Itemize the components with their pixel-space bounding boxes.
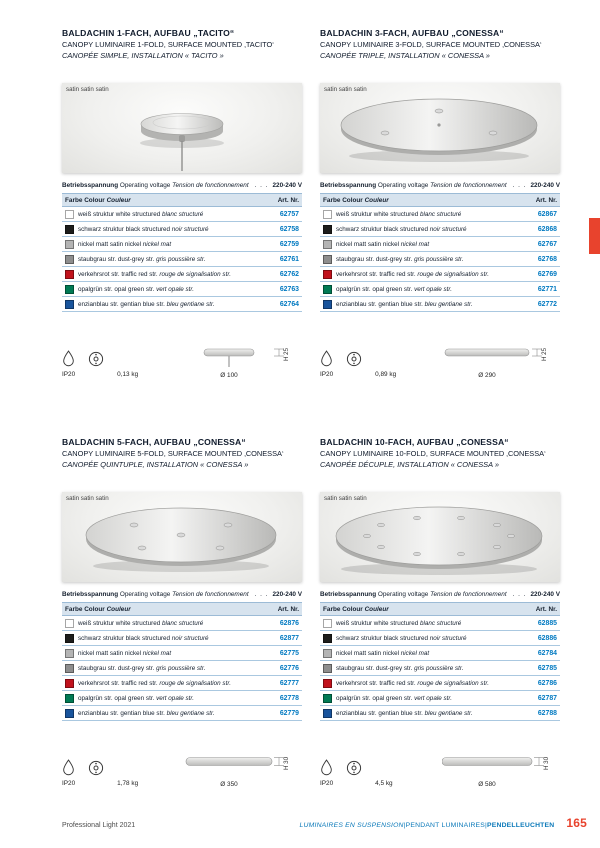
color-label: staubgrau str. dust-grey str. gris poussière str. (78, 664, 206, 672)
table-header (320, 194, 560, 207)
canopy-mounting-icon (346, 760, 362, 776)
voltage-dots: . . . (254, 182, 269, 189)
footer-category-de: PENDELLEUCHTEN (487, 822, 555, 829)
height-label: H 30 (283, 756, 290, 770)
product-title-fr: CANOPÉE QUINTUPLE, INSTALLATION « CONESSA » (62, 459, 249, 469)
voltage-dots: . . . (254, 591, 269, 598)
drop-icon (320, 350, 333, 367)
color-swatch (65, 634, 74, 643)
table-row (320, 282, 560, 297)
table-row (320, 267, 560, 282)
table-row (320, 222, 560, 237)
art-number: 62775 (279, 649, 299, 657)
table-row (320, 676, 560, 691)
table-row (62, 631, 302, 646)
page-number: 165 (566, 816, 587, 830)
color-table (320, 193, 560, 312)
diameter-label: Ø 100 (220, 372, 238, 379)
art-number: 62762 (279, 270, 299, 278)
product-photo (62, 83, 302, 173)
product-title-de: BALDACHIN 1-FACH, AUFBAU „TACITO“ (62, 28, 235, 38)
table-row (320, 631, 560, 646)
ip-rating: IP20 (62, 371, 76, 378)
table-row (320, 646, 560, 661)
art-column-header: Art. Nr. (535, 196, 557, 204)
weight-spec (375, 371, 396, 379)
footer-separator: | (403, 822, 406, 829)
table-row (62, 207, 302, 222)
color-swatch (65, 664, 74, 673)
color-label: verkehrsrot str. traffic red str. rouge de signalisation str. (336, 679, 489, 687)
color-label: schwarz struktur black structured noir structuré (336, 634, 467, 642)
color-label: nickel matt satin nickel nickel mat (336, 649, 430, 657)
color-swatch (323, 255, 332, 264)
dimension-side-view (184, 340, 302, 370)
footer-category-fr: LUMINAIRES EN SUSPENSION (299, 822, 404, 829)
art-number: 62876 (279, 619, 299, 627)
voltage-en: Operating voltage (119, 182, 171, 189)
color-label: schwarz struktur black structured noir structuré (336, 225, 467, 233)
ip-rating: IP20 (320, 780, 334, 787)
voltage-label (320, 182, 509, 189)
color-label: staubgrau str. dust-grey str. gris poussière str. (336, 255, 464, 263)
table-row (62, 297, 302, 312)
color-table (320, 602, 560, 721)
voltage-fr: Tension de fonctionnement (172, 182, 249, 189)
mounting-spec (346, 760, 362, 788)
dimension-drawing (184, 749, 302, 788)
height-label: H 30 (543, 756, 550, 770)
table-row (62, 616, 302, 631)
weight-spec (117, 371, 138, 379)
color-swatch (65, 619, 74, 628)
table-row (62, 237, 302, 252)
voltage-en: Operating voltage (119, 591, 171, 598)
voltage-line (62, 182, 302, 189)
footer-category-en: PENDANT LUMINAIRES (405, 822, 486, 829)
color-swatch (323, 240, 332, 249)
page-footer (62, 816, 587, 830)
color-table (62, 193, 302, 312)
color-label: weiß struktur white structured blanc structuré (78, 210, 204, 218)
table-row (320, 706, 560, 721)
color-label: nickel matt satin nickel nickel mat (78, 649, 172, 657)
voltage-line (320, 182, 560, 189)
canopy-mounting-icon (346, 351, 362, 367)
color-swatch (65, 240, 74, 249)
art-number: 62767 (537, 240, 557, 248)
finish-label: satin satin satin (66, 495, 109, 502)
color-swatch (323, 285, 332, 294)
color-label: staubgrau str. dust-grey str. gris poussière str. (336, 664, 464, 672)
drop-icon (62, 759, 75, 776)
voltage-fr: Tension de fonctionnement (430, 591, 507, 598)
voltage-de: Betriebsspannung (320, 182, 377, 189)
color-swatch (323, 664, 332, 673)
art-number: 62769 (537, 270, 557, 278)
weight-value: 0,13 kg (117, 371, 139, 378)
color-label: enzianblau str. gentian blue str. bleu gentiane str. (78, 300, 215, 308)
footer-separator: | (485, 822, 487, 829)
ip-spec (62, 759, 75, 788)
color-label: opalgrün str. opal green str. vert opale str. (336, 285, 452, 293)
dimension-drawing (442, 340, 560, 379)
colour-column-header: Farbe Colour Couleur (323, 196, 389, 204)
color-label: verkehrsrot str. traffic red str. rouge de signalisation str. (336, 270, 489, 278)
voltage-de: Betriebsspannung (62, 591, 119, 598)
art-number: 62785 (537, 664, 557, 672)
product-block-10fach-conessa (320, 437, 560, 788)
drop-icon (62, 350, 75, 367)
color-label: schwarz struktur black structured noir structuré (78, 225, 209, 233)
voltage-fr: Tension de fonctionnement (172, 591, 249, 598)
color-swatch (323, 300, 332, 309)
product-title-de: BALDACHIN 3-FACH, AUFBAU „CONESSA“ (320, 28, 504, 38)
color-swatch (323, 619, 332, 628)
color-swatch (323, 225, 332, 234)
art-column-header: Art. Nr. (535, 605, 557, 613)
color-swatch (65, 649, 74, 658)
product-title-de: BALDACHIN 10-FACH, AUFBAU „CONESSA“ (320, 437, 509, 447)
color-swatch (323, 679, 332, 688)
table-header (320, 603, 560, 616)
dimension-drawing (184, 340, 302, 379)
height-label: H 25 (283, 347, 290, 361)
color-swatch (65, 679, 74, 688)
weight-value: 1,78 kg (117, 780, 139, 787)
table-row (320, 661, 560, 676)
table-row (62, 661, 302, 676)
product-block-3fach-conessa (320, 28, 560, 379)
color-label: verkehrsrot str. traffic red str. rouge de signalisation str. (78, 270, 231, 278)
dimension-side-view (442, 749, 560, 779)
product-photo (320, 83, 560, 173)
voltage-value: 220-240 V (272, 591, 302, 598)
canopy-1fold-illustration (62, 83, 302, 173)
color-label: opalgrün str. opal green str. vert opale str. (336, 694, 452, 702)
canopy-mounting-icon (88, 760, 104, 776)
table-header (62, 194, 302, 207)
table-row (320, 691, 560, 706)
dimension-side-view (184, 749, 302, 779)
footer-edition: Professional Light 2021 (62, 822, 136, 829)
voltage-label (62, 591, 251, 598)
voltage-fr: Tension de fonctionnement (430, 182, 507, 189)
color-swatch (65, 255, 74, 264)
footer-category (300, 816, 587, 830)
voltage-value: 220-240 V (530, 591, 560, 598)
color-label: weiß struktur white structured blanc structuré (78, 619, 204, 627)
height-label: H 25 (541, 347, 548, 361)
mounting-spec (88, 760, 104, 788)
art-number: 62758 (279, 225, 299, 233)
canopy-mounting-icon (88, 351, 104, 367)
table-row (62, 706, 302, 721)
voltage-line (62, 591, 302, 598)
art-number: 62779 (279, 709, 299, 717)
voltage-dots: . . . (512, 591, 527, 598)
table-row (62, 252, 302, 267)
table-row (62, 282, 302, 297)
table-row (320, 237, 560, 252)
color-swatch (65, 709, 74, 718)
color-swatch (323, 634, 332, 643)
finish-label: satin satin satin (324, 86, 367, 93)
color-swatch (323, 649, 332, 658)
spec-row (62, 749, 302, 788)
art-number: 62867 (537, 210, 557, 218)
canopy-3fold-illustration (320, 83, 560, 173)
voltage-en: Operating voltage (377, 182, 429, 189)
colour-column-header: Farbe Colour Couleur (65, 605, 131, 613)
ip-spec (320, 350, 333, 379)
color-label: verkehrsrot str. traffic red str. rouge de signalisation str. (78, 679, 231, 687)
spec-row (320, 749, 560, 788)
art-number: 62868 (537, 225, 557, 233)
spec-row (320, 340, 560, 379)
product-block-1fach-tacito (62, 28, 302, 379)
canopy-5fold-illustration (62, 492, 302, 582)
voltage-en: Operating voltage (377, 591, 429, 598)
finish-label: satin satin satin (66, 86, 109, 93)
canopy-10fold-illustration (320, 492, 560, 582)
art-number: 62886 (537, 634, 557, 642)
product-title-en: CANOPY LUMINAIRE 3-FOLD, SURFACE MOUNTED ‚CONESSA‘ (320, 40, 542, 49)
color-label: weiß struktur white structured blanc structuré (336, 210, 462, 218)
product-title-en: CANOPY LUMINAIRE 5-FOLD, SURFACE MOUNTED ‚CONESSA‘ (62, 449, 284, 458)
voltage-dots: . . . (512, 182, 527, 189)
color-label: enzianblau str. gentian blue str. bleu gentiane str. (78, 709, 215, 717)
finish-label: satin satin satin (324, 495, 367, 502)
product-photo (320, 492, 560, 582)
ip-spec (62, 350, 75, 379)
product-title-fr: CANOPÉE SIMPLE, INSTALLATION « TACITO » (62, 50, 224, 60)
voltage-de: Betriebsspannung (62, 182, 119, 189)
drop-icon (320, 759, 333, 776)
product-title-fr: CANOPÉE DÉCUPLE, INSTALLATION « CONESSA » (320, 459, 499, 469)
art-number: 62777 (279, 679, 299, 687)
art-number: 62768 (537, 255, 557, 263)
voltage-line (320, 591, 560, 598)
color-swatch (65, 210, 74, 219)
ip-rating: IP20 (62, 780, 76, 787)
voltage-value: 220-240 V (272, 182, 302, 189)
table-row (62, 691, 302, 706)
section-tab-marker (589, 218, 600, 254)
color-swatch (65, 694, 74, 703)
diameter-label: Ø 350 (220, 781, 238, 788)
art-number: 62784 (537, 649, 557, 657)
voltage-label (320, 591, 509, 598)
art-number: 62764 (279, 300, 299, 308)
art-number: 62772 (537, 300, 557, 308)
art-number: 62786 (537, 679, 557, 687)
dimension-drawing (442, 749, 560, 788)
art-number: 62761 (279, 255, 299, 263)
product-photo (62, 492, 302, 582)
art-number: 62787 (537, 694, 557, 702)
weight-value: 4,5 kg (375, 780, 393, 787)
spec-row (62, 340, 302, 379)
color-table (62, 602, 302, 721)
color-label: weiß struktur white structured blanc structuré (336, 619, 462, 627)
product-title-de: BALDACHIN 5-FACH, AUFBAU „CONESSA“ (62, 437, 246, 447)
art-number: 62788 (537, 709, 557, 717)
weight-value: 0,89 kg (375, 371, 397, 378)
colour-column-header: Farbe Colour Couleur (65, 196, 131, 204)
color-swatch (323, 694, 332, 703)
art-number: 62776 (279, 664, 299, 672)
mounting-spec (346, 351, 362, 379)
table-header (62, 603, 302, 616)
color-swatch (65, 225, 74, 234)
table-row (320, 207, 560, 222)
color-swatch (323, 270, 332, 279)
colour-column-header: Farbe Colour Couleur (323, 605, 389, 613)
table-row (62, 222, 302, 237)
color-swatch (323, 210, 332, 219)
product-title-en: CANOPY LUMINAIRE 10-FOLD, SURFACE MOUNTED ‚CONESSA‘ (320, 449, 546, 458)
ip-spec (320, 759, 333, 788)
product-title-en: CANOPY LUMINAIRE 1-FOLD, SURFACE MOUNTED ‚TACITO‘ (62, 40, 274, 49)
color-label: staubgrau str. dust-grey str. gris poussière str. (78, 255, 206, 263)
voltage-label (62, 182, 251, 189)
voltage-value: 220-240 V (530, 182, 560, 189)
art-column-header: Art. Nr. (277, 196, 299, 204)
weight-spec (375, 780, 392, 788)
art-number: 62771 (537, 285, 557, 293)
color-swatch (65, 300, 74, 309)
color-label: nickel matt satin nickel nickel mat (336, 240, 430, 248)
art-number: 62778 (279, 694, 299, 702)
table-row (320, 297, 560, 312)
table-row (320, 616, 560, 631)
color-label: schwarz struktur black structured noir structuré (78, 634, 209, 642)
diameter-label: Ø 580 (478, 781, 496, 788)
table-row (62, 267, 302, 282)
art-column-header: Art. Nr. (277, 605, 299, 613)
art-number: 62877 (279, 634, 299, 642)
diameter-label: Ø 290 (478, 372, 496, 379)
color-label: opalgrün str. opal green str. vert opale str. (78, 694, 194, 702)
art-number: 62763 (279, 285, 299, 293)
weight-spec (117, 780, 138, 788)
art-number: 62759 (279, 240, 299, 248)
color-label: nickel matt satin nickel nickel mat (78, 240, 172, 248)
dimension-side-view (442, 340, 560, 370)
ip-rating: IP20 (320, 371, 334, 378)
color-label: enzianblau str. gentian blue str. bleu gentiane str. (336, 300, 473, 308)
table-row (320, 252, 560, 267)
mounting-spec (88, 351, 104, 379)
voltage-de: Betriebsspannung (320, 591, 377, 598)
table-row (62, 676, 302, 691)
color-label: enzianblau str. gentian blue str. bleu gentiane str. (336, 709, 473, 717)
color-label: opalgrün str. opal green str. vert opale str. (78, 285, 194, 293)
art-number: 62757 (279, 210, 299, 218)
product-title-fr: CANOPÉE TRIPLE, INSTALLATION « CONESSA » (320, 50, 490, 60)
color-swatch (65, 285, 74, 294)
color-swatch (65, 270, 74, 279)
art-number: 62885 (537, 619, 557, 627)
product-block-5fach-conessa (62, 437, 302, 788)
color-swatch (323, 709, 332, 718)
table-row (62, 646, 302, 661)
